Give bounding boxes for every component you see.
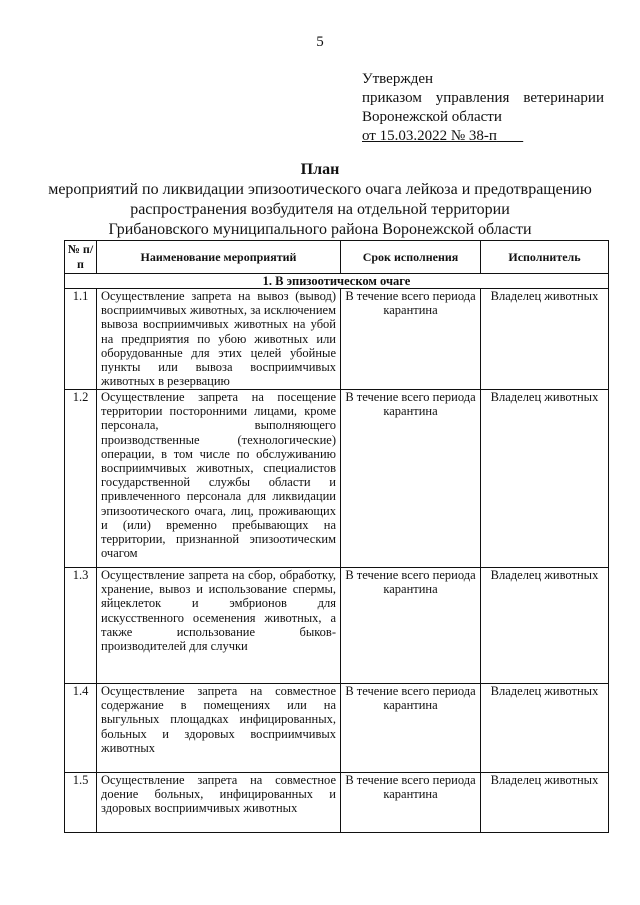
row-executor: Владелец животных (481, 773, 609, 833)
title-main: План (300, 161, 340, 178)
section-title: 1. В эпизоотическом очаге (65, 274, 609, 289)
row-num: 1.2 (65, 390, 97, 568)
plan-table (64, 240, 609, 833)
row-term: В течение всего периода карантина (341, 390, 481, 568)
approval-word: приказом (362, 90, 422, 106)
table-row (65, 773, 609, 833)
approval-word: управления (435, 90, 510, 106)
approval-word: ветеринарии (523, 90, 604, 106)
page-number: 5 (316, 34, 324, 50)
approval-date-number (362, 127, 604, 146)
row-name: Осуществление запрета на совместное доение больных, инфицированных и здоровых восприимчивых животных (97, 773, 341, 833)
table-row (65, 289, 609, 390)
title-line-3: Грибановского муниципального района Воронежской области (108, 221, 532, 238)
table-row (65, 390, 609, 568)
header-name: Наименование мероприятий (97, 241, 341, 274)
row-term: В течение всего периода карантина (341, 568, 481, 684)
title-line-2: распространения возбудителя на отдельной территории (130, 201, 510, 218)
approval-line-1: Утвержден (362, 71, 434, 87)
row-executor: Владелец животных (481, 289, 609, 390)
row-name: Осуществление запрета на совместное содержание в помещениях или на выгульных площадках инфицированных, больных и здоровых восприимчивых животных (97, 684, 341, 773)
row-name: Осуществление запрета на сбор, обработку, хранение, вывоз и использование спермы, яйцеклеток и эмбрионов для искусственного осеменения животных, а также использование быков-производителей для случки (97, 568, 341, 684)
header-num: № п/п (65, 241, 97, 274)
table-header-row (65, 241, 609, 274)
row-num: 1.5 (65, 773, 97, 833)
row-executor: Владелец животных (481, 684, 609, 773)
row-executor: Владелец животных (481, 568, 609, 684)
approval-line-3: Воронежской области (362, 109, 502, 125)
approval-block (362, 70, 604, 146)
section-row (65, 274, 609, 289)
row-term: В течение всего периода карантина (341, 684, 481, 773)
row-name: Осуществление запрета на вывоз (вывод) восприимчивых животных, за исключением вывоза восприимчивых животных на убой на предприятия по убою животных или оборудованные для этих целей убойные пункты или вывоза восприимчивых животных в резервацию (97, 289, 341, 390)
row-name: Осуществление запрета на посещение территории посторонними лицами, кроме персонала, выполняющего производственные (технологические) операции, в том числе по обслуживанию восприимчивых животных, специалистов государственной службы области и привлеченного персонала для ликвидации эпизоотического очага, лиц, проживающих и (или) временно пребывающих на территории, признанной эпизоотическим очагом (97, 390, 341, 568)
table-row (65, 568, 609, 684)
document-title (40, 160, 600, 240)
title-line-1: мероприятий по ликвидации эпизоотического очага лейкоза и предотвращению (48, 181, 592, 198)
row-executor: Владелец животных (481, 390, 609, 568)
table-row (65, 684, 609, 773)
header-executor: Исполнитель (481, 241, 609, 274)
row-num: 1.4 (65, 684, 97, 773)
approval-line-4: от 15.03.2022 № 38-п (362, 128, 497, 144)
row-term: В течение всего периода карантина (341, 289, 481, 390)
row-num: 1.3 (65, 568, 97, 684)
row-num: 1.1 (65, 289, 97, 390)
approval-line-2 (362, 89, 604, 108)
header-term: Срок исполнения (341, 241, 481, 274)
row-term: В течение всего периода карантина (341, 773, 481, 833)
